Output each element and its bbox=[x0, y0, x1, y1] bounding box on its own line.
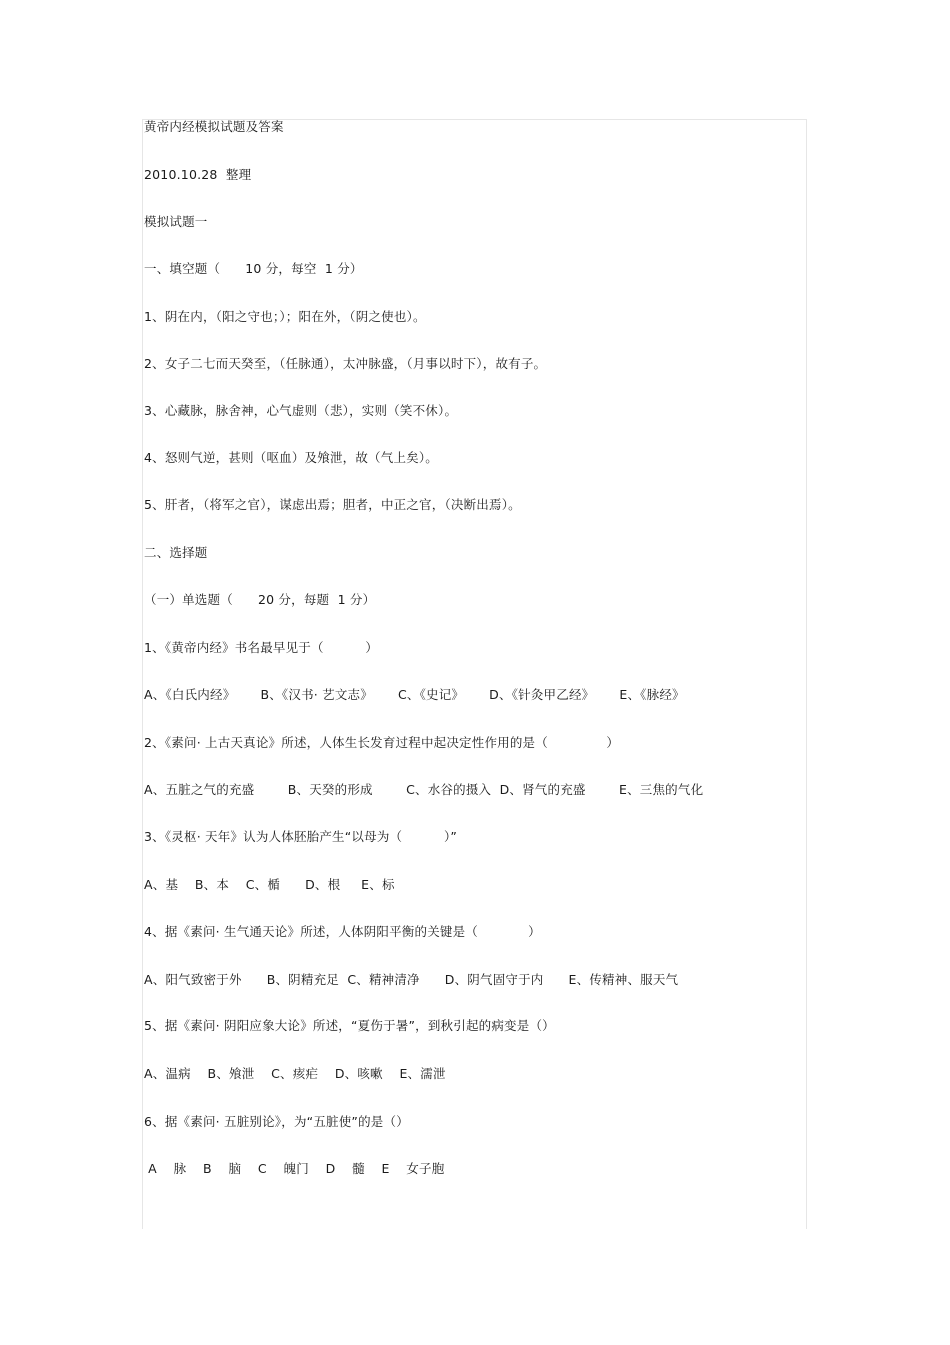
fill-blank-item-5: 5、肝者，（将军之官），谋虑出焉；胆者，中正之官，（决断出焉）。 bbox=[144, 497, 521, 512]
question-4: 4、据《素问· 生气通天论》所述，人体阴阳平衡的关键是（ ） bbox=[144, 924, 541, 939]
section2-heading: 二、选择题 bbox=[144, 545, 208, 560]
question-5-options: A、温病 B、飧泄 C、痎疟 D、咳嗽 E、濡泄 bbox=[144, 1066, 446, 1081]
document-title: 黄帝内经模拟试题及答案 bbox=[144, 119, 284, 134]
question-3: 3、《灵枢· 天年》认为人体胚胎产生“以母为（ ）” bbox=[144, 829, 458, 844]
question-1: 1、《黄帝内经》书名最早见于（ ） bbox=[144, 640, 379, 655]
fill-blank-item-1: 1、阴在内，（阳之守也；）；阳在外，（阴之使也）。 bbox=[144, 309, 426, 324]
exam-title: 模拟试题一 bbox=[144, 214, 208, 229]
fill-blank-item-4: 4、怒则气逆，甚则（呕血）及飧泄，故（气上矣）。 bbox=[144, 450, 439, 465]
fill-blank-item-2: 2、女子二七而天癸至，（任脉通），太冲脉盛，（月事以时下），故有子。 bbox=[144, 356, 547, 371]
date-line: 2010.10.28 整理 bbox=[144, 167, 252, 182]
question-1-options: A、《白氏内经》 B、《汉书· 艺文志》 C、《史记》 D、《针灸甲乙经》 E、《脉经》 bbox=[144, 687, 685, 702]
section1-heading: 一、填空题（ 10 分，每空 1 分） bbox=[144, 261, 363, 276]
question-3-options: A、基 B、本 C、楯 D、根 E、标 bbox=[144, 877, 395, 892]
fill-blank-item-3: 3、心藏脉，脉舍神，心气虚则（悲），实则（笑不休）。 bbox=[144, 403, 458, 418]
page-frame bbox=[142, 119, 807, 1229]
question-6-options: A 脉 B 脑 C 魄门 D 髓 E 女子胞 bbox=[144, 1161, 445, 1176]
question-2-options: A、五脏之气的充盛 B、天癸的形成 C、水谷的摄入 D、肾气的充盛 E、三焦的气化 bbox=[144, 782, 704, 797]
question-2: 2、《素问· 上古天真论》所述，人体生长发育过程中起决定性作用的是（ ） bbox=[144, 735, 620, 750]
section2-subheading: （一）单选题（ 20 分，每题 1 分） bbox=[144, 592, 376, 607]
question-6: 6、据《素问· 五脏别论》，为“五脏使”的是（） bbox=[144, 1114, 409, 1129]
question-4-options: A、阳气致密于外 B、阴精充足 C、精神清净 D、阴气固守于内 E、传精神、服天气 bbox=[144, 972, 679, 987]
question-5: 5、据《素问· 阴阳应象大论》所述，“夏伤于暑”，到秋引起的病变是（） bbox=[144, 1018, 555, 1033]
